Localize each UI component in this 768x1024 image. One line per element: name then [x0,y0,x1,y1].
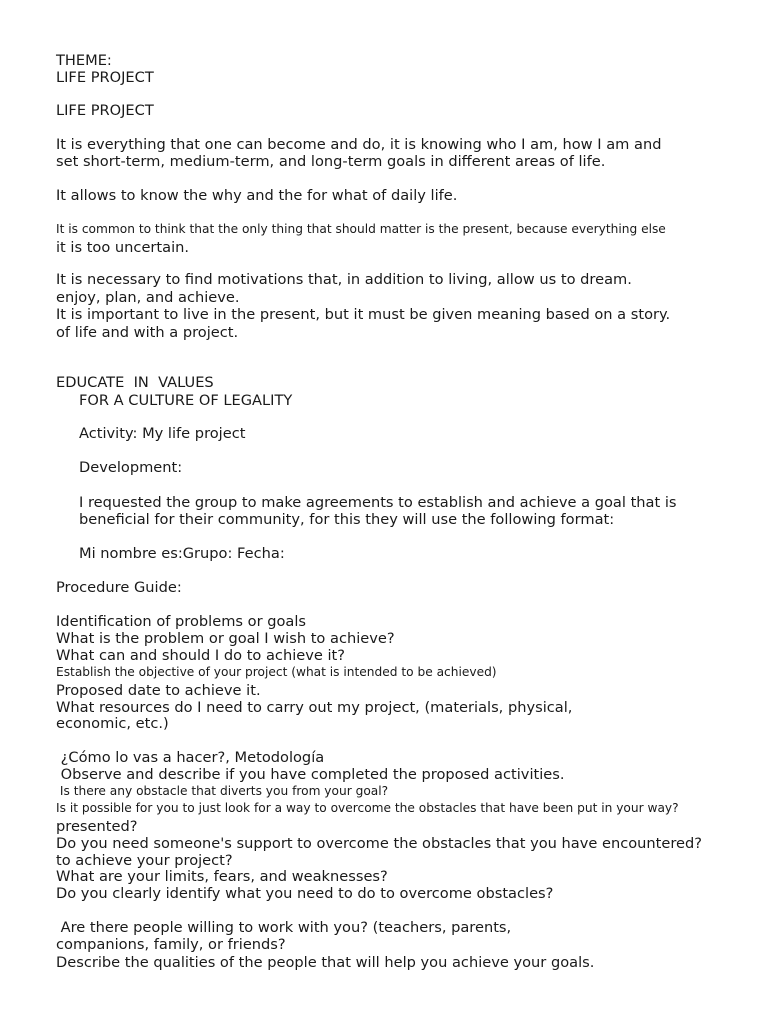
theme-label: THEME: [56,52,112,69]
values-subtitle: FOR A CULTURE OF LEGALITY [79,392,293,409]
guide-line: Is it possible for you to just look for a way to overcome the obstacles that have been put in your way? [56,801,679,815]
paragraph-line: of life and with a project. [56,324,239,341]
guide-line: What resources do I need to carry out my project, (materials, physical, [56,699,573,716]
guide-line: Is there any obstacle that diverts you from your goal? [56,784,389,798]
paragraph-line: set short-term, medium-term, and long-term goals in different areas of life. [56,153,606,170]
request-line: beneficial for their community, for this they will use the following format: [79,511,615,528]
guide-line: Do you need someone's support to overcome the obstacles that you have encountered? [56,835,703,852]
guide-line: ¿Cómo lo vas a hacer?, Metodología [56,749,325,766]
guide-line: Proposed date to achieve it. [56,682,261,699]
values-title: EDUCATE IN VALUES [56,374,214,391]
guide-line: economic, etc.) [56,715,169,732]
guide-line: presented? [56,818,138,835]
guide-line: What can and should I do to achieve it? [56,647,346,664]
theme-value: LIFE PROJECT [56,69,154,86]
guide-line: Establish the objective of your project (what is intended to be achieved) [56,665,497,679]
paragraph-line: It is everything that one can become and do, it is knowing who I am, how I am and [56,136,662,153]
guide-line: Do you clearly identify what you need to do to overcome obstacles? [56,885,554,902]
guide-line: to achieve your project? [56,852,233,869]
section-heading: LIFE PROJECT [56,102,154,119]
guide-line: Identification of problems or goals [56,613,307,630]
guide-line: Observe and describe if you have completed the proposed activities. [56,766,565,783]
paragraph-line: It is important to live in the present, but it must be given meaning based on a story. [56,306,671,323]
guide-line: Are there people willing to work with you? (teachers, parents, [56,919,512,936]
guide-line: What are your limits, fears, and weaknesses? [56,868,388,885]
paragraph-line: enjoy, plan, and achieve. [56,289,240,306]
guide-line: What is the problem or goal I wish to achieve? [56,630,395,647]
development-line: Development: [79,459,183,476]
paragraph-line: it is too uncertain. [56,239,190,256]
request-line: I requested the group to make agreements to establish and achieve a goal that is [79,494,677,511]
guide-line: companions, family, or friends? [56,936,286,953]
paragraph-line: It is necessary to find motivations that, in addition to living, allow us to dream. [56,271,632,288]
format-line: Mi nombre es:Grupo: Fecha: [79,545,285,562]
paragraph-line: It allows to know the why and the for what of daily life. [56,187,458,204]
activity-line: Activity: My life project [79,425,246,442]
guide-line: Describe the qualities of the people that will help you achieve your goals. [56,954,595,971]
guide-title: Procedure Guide: [56,579,182,596]
paragraph-line: It is common to think that the only thing that should matter is the present, because everything else [56,222,666,236]
